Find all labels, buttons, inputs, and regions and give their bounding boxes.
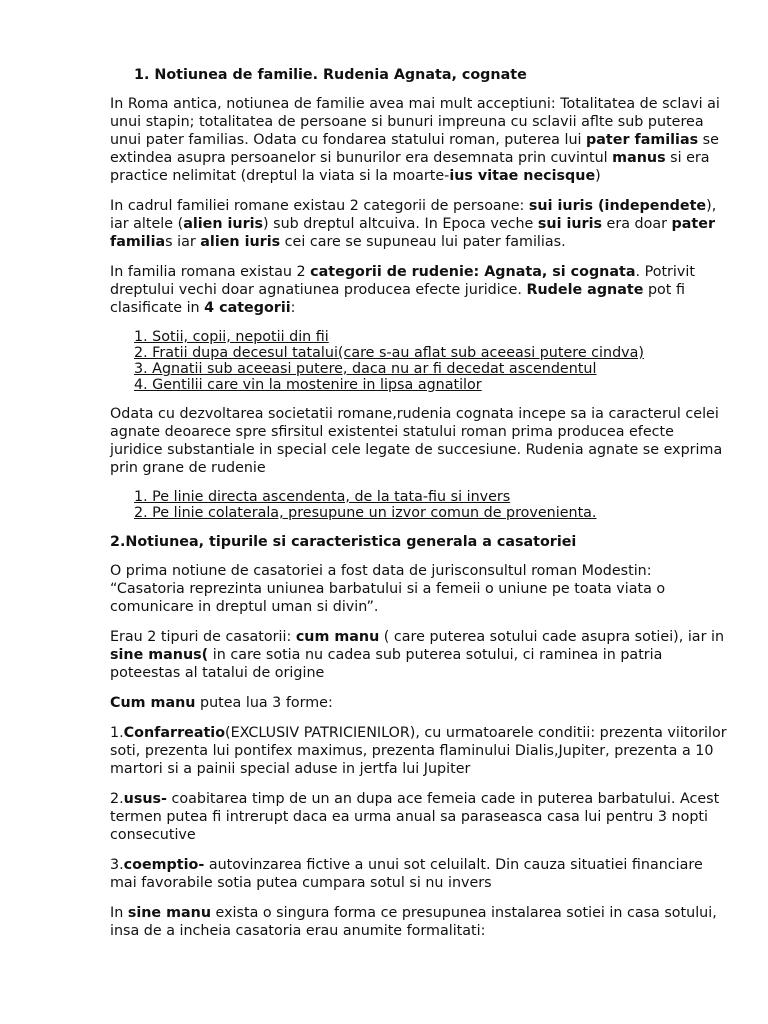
document-body bbox=[110, 66, 730, 952]
section-1-paragraph-1: In Roma antica, notiunea de familie avea mai mult acceptiuni: Totalitatea de sclavi ai unui stapin; totalitatea de persoane si bunuri impreuna cu sclavii aflte sub puterea unui pater familias. Odata cu fondarea statului roman, puterea lui pater familias se extindea asupra persoanelor si bunurilor era desemnata prin cuvintul manus si era practice nelimitat (dreptul la viata si la moarte-ius vitae necisque) bbox=[110, 96, 720, 184]
section-1-paragraph-2: In cadrul familiei romane existau 2 categorii de persoane: sui iuris (independete), iar altele (alien iuris) sub dreptul altcuiva. In Epoca veche sui iuris era doar pater familias iar alien iuris cei care se supuneau lui pater familias. bbox=[110, 198, 717, 250]
list-item: 1. Sotii, copii, nepotii din fii bbox=[134, 329, 329, 345]
section-2-paragraph-1: O prima notiune de casatoriei a fost data de jurisconsultul roman Modestin: “Casatoria reprezinta uniunea barbatului si a femeii o uniune pe toata viata o comunicare in dreptul uman si divin”. bbox=[110, 563, 666, 615]
section-1-paragraph-4: Odata cu dezvoltarea societatii romane,rudenia cognata incepe sa ia caracterul celei agnate deoarece spre sfirsitul existentei statului roman prima producea efecte juridice substantiale in special cele legate de succesiune. Rudenia agnate se exprima prin grane de rudenie bbox=[110, 406, 723, 476]
section-2-paragraph-4: 1.Confarreatio(EXCLUSIV PATRICIENILOR), cu urmatoarele conditii: prezenta viitorilor soti, prezenta lui pontifex maximus, prezenta flaminului Dialis,Jupiter, prezenta a 10 martori si a painii special aduse in jertfa lui Jupiter bbox=[110, 725, 727, 777]
section-1-heading: 1. Notiunea de familie. Rudenia Agnata, cognate bbox=[134, 67, 527, 83]
list-item: 3. Agnatii sub aceeasi putere, daca nu ar fi decedat ascendentul bbox=[134, 361, 597, 377]
section-2-paragraph-2: Erau 2 tipuri de casatorii: cum manu ( care puterea sotului cade asupra sotiei), iar in sine manus( in care sotia nu cadea sub puterea sotului, ci raminea in patria poteestas al tatalui de origine bbox=[110, 629, 725, 681]
kinship-lines-list bbox=[134, 489, 730, 521]
list-item: 2. Pe linie colaterala, presupune un izvor comun de provenienta. bbox=[134, 505, 597, 521]
section-1-paragraph-3: In familia romana existau 2 categorii de rudenie: Agnata, si cognata. Potrivit dreptului vechi doar agnatiunea producea efecte juridice. Rudele agnate pot fi clasificate in 4 categorii: bbox=[110, 264, 695, 316]
section-2-paragraph-6: 3.coemptio- autovinzarea fictive a unui sot celuilalt. Din cauza situatiei financiare mai favorabile sotia putea cumpara sotul si nu invers bbox=[110, 857, 703, 891]
section-2-heading: 2.Notiunea, tipurile si caracteristica generala a casatoriei bbox=[110, 534, 577, 550]
agnate-categories-list bbox=[134, 329, 730, 393]
list-item: 1. Pe linie directa ascendenta, de la tata-fiu si invers bbox=[134, 489, 511, 505]
list-item: 2. Fratii dupa decesul tatalui(care s-au aflat sub aceeasi putere cindva) bbox=[134, 345, 644, 361]
section-2-paragraph-5: 2.usus- coabitarea timp de un an dupa ace femeia cade in puterea barbatului. Acest termen putea fi intrerupt daca ea urma anual sa paraseasca casa lui pentru 3 nopti consecutive bbox=[110, 791, 720, 843]
section-2-paragraph-7: In sine manu exista o singura forma ce presupunea instalarea sotiei in casa sotului, insa de a incheia casatoria erau anumite formalitati: bbox=[110, 905, 717, 939]
list-item: 4. Gentilii care vin la mostenire in lipsa agnatilor bbox=[134, 377, 482, 393]
section-2-paragraph-3: Cum manu putea lua 3 forme: bbox=[110, 695, 333, 711]
